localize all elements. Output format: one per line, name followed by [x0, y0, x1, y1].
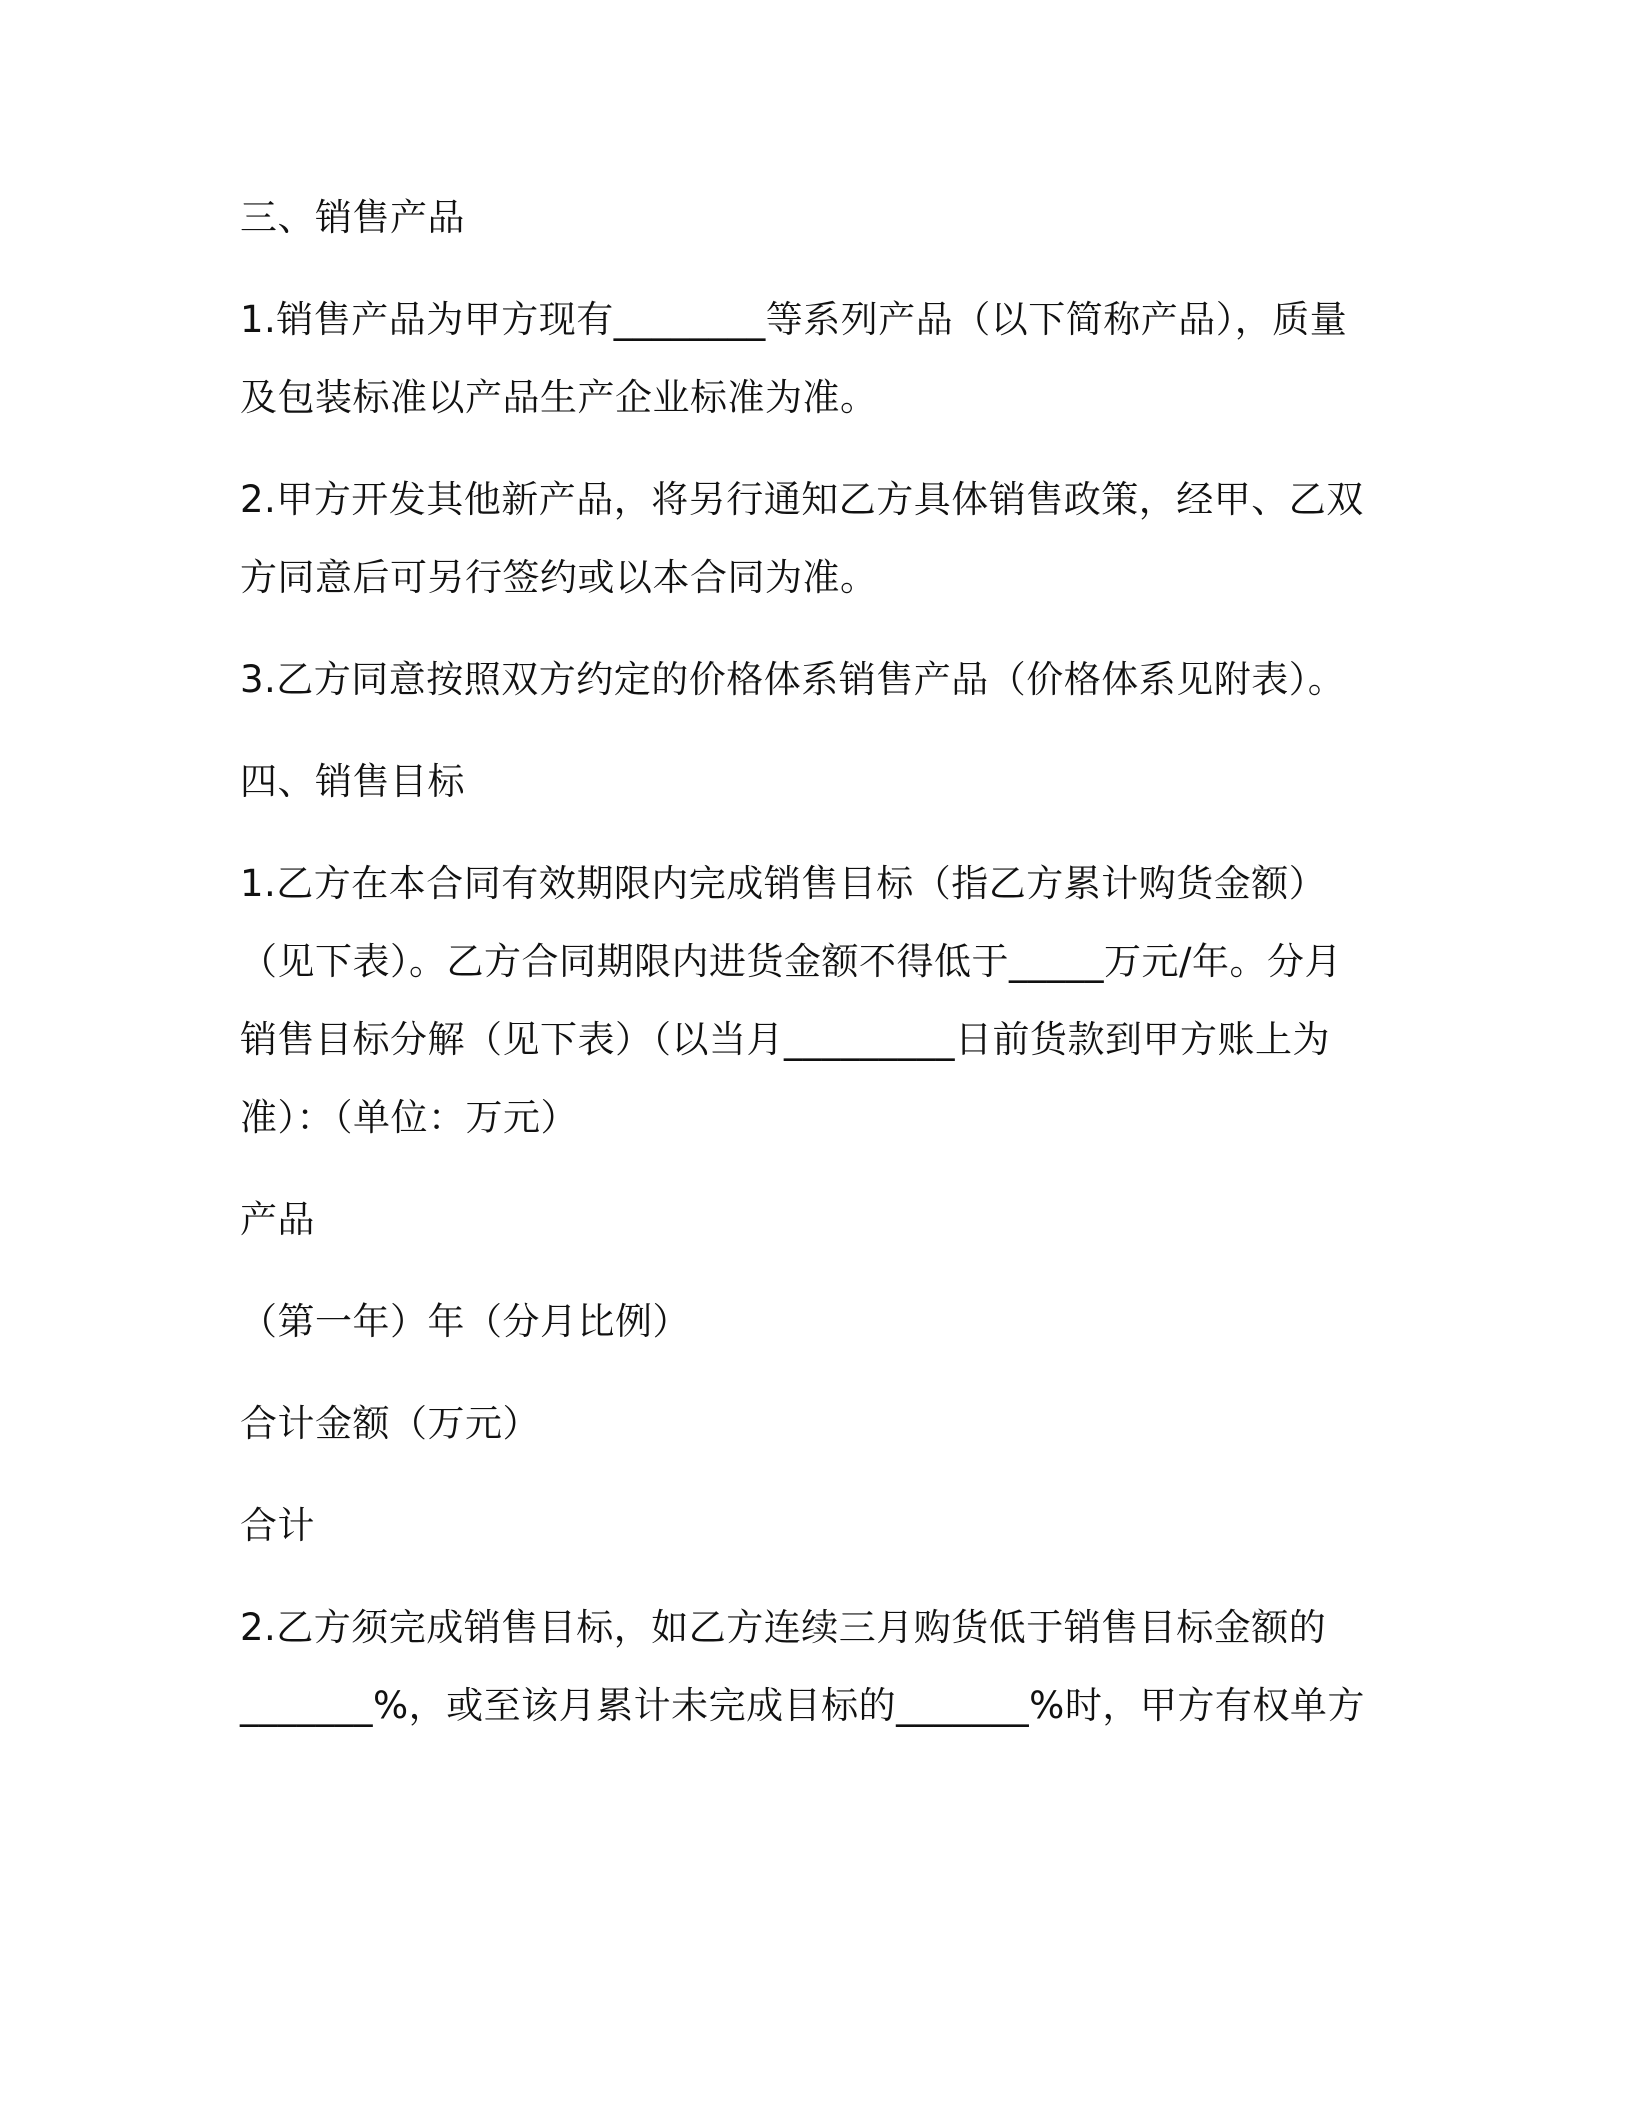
section-4-item-1-line-1: 1.乙方在本合同有效期限内完成销售目标（指乙方累计购货金额）	[240, 862, 1327, 905]
section-4-item-1-line-3: 销售目标分解（见下表）（以当月_________日前货款到甲方账上为	[240, 1018, 1330, 1061]
section-3-item-3-line-1: 3.乙方同意按照双方约定的价格体系销售产品（价格体系见附表）。	[240, 658, 1346, 701]
section-3-item-2-line-2: 方同意后可另行签约或以本合同为准。	[240, 556, 878, 599]
table-label-product: 产品	[240, 1198, 315, 1241]
section-3-heading: 三、销售产品	[240, 196, 465, 239]
table-label-total-amount: 合计金额（万元）	[240, 1402, 540, 1445]
section-4-heading: 四、销售目标	[240, 760, 465, 803]
section-4-item-1-line-4: 准）：（单位：万元）	[240, 1096, 578, 1139]
section-3-item-2-line-1: 2.甲方开发其他新产品，将另行通知乙方具体销售政策，经甲、乙双	[240, 478, 1364, 521]
section-4-item-2-line-1: 2.乙方须完成销售目标，如乙方连续三月购货低于销售目标金额的	[240, 1606, 1327, 1649]
table-label-total: 合计	[240, 1504, 315, 1547]
table-label-year: （第一年）年（分月比例）	[240, 1300, 690, 1343]
section-3-item-1-line-1: 1.销售产品为甲方现有________等系列产品（以下简称产品），质量	[240, 298, 1348, 341]
section-3-item-1-line-2: 及包装标准以产品生产企业标准为准。	[240, 376, 878, 419]
section-4-item-2-line-2: _______%，或至该月累计未完成目标的_______%时，甲方有权单方	[240, 1684, 1365, 1727]
section-4-item-1-line-2: （见下表）。乙方合同期限内进货金额不得低于_____万元/年。分月	[240, 940, 1342, 983]
